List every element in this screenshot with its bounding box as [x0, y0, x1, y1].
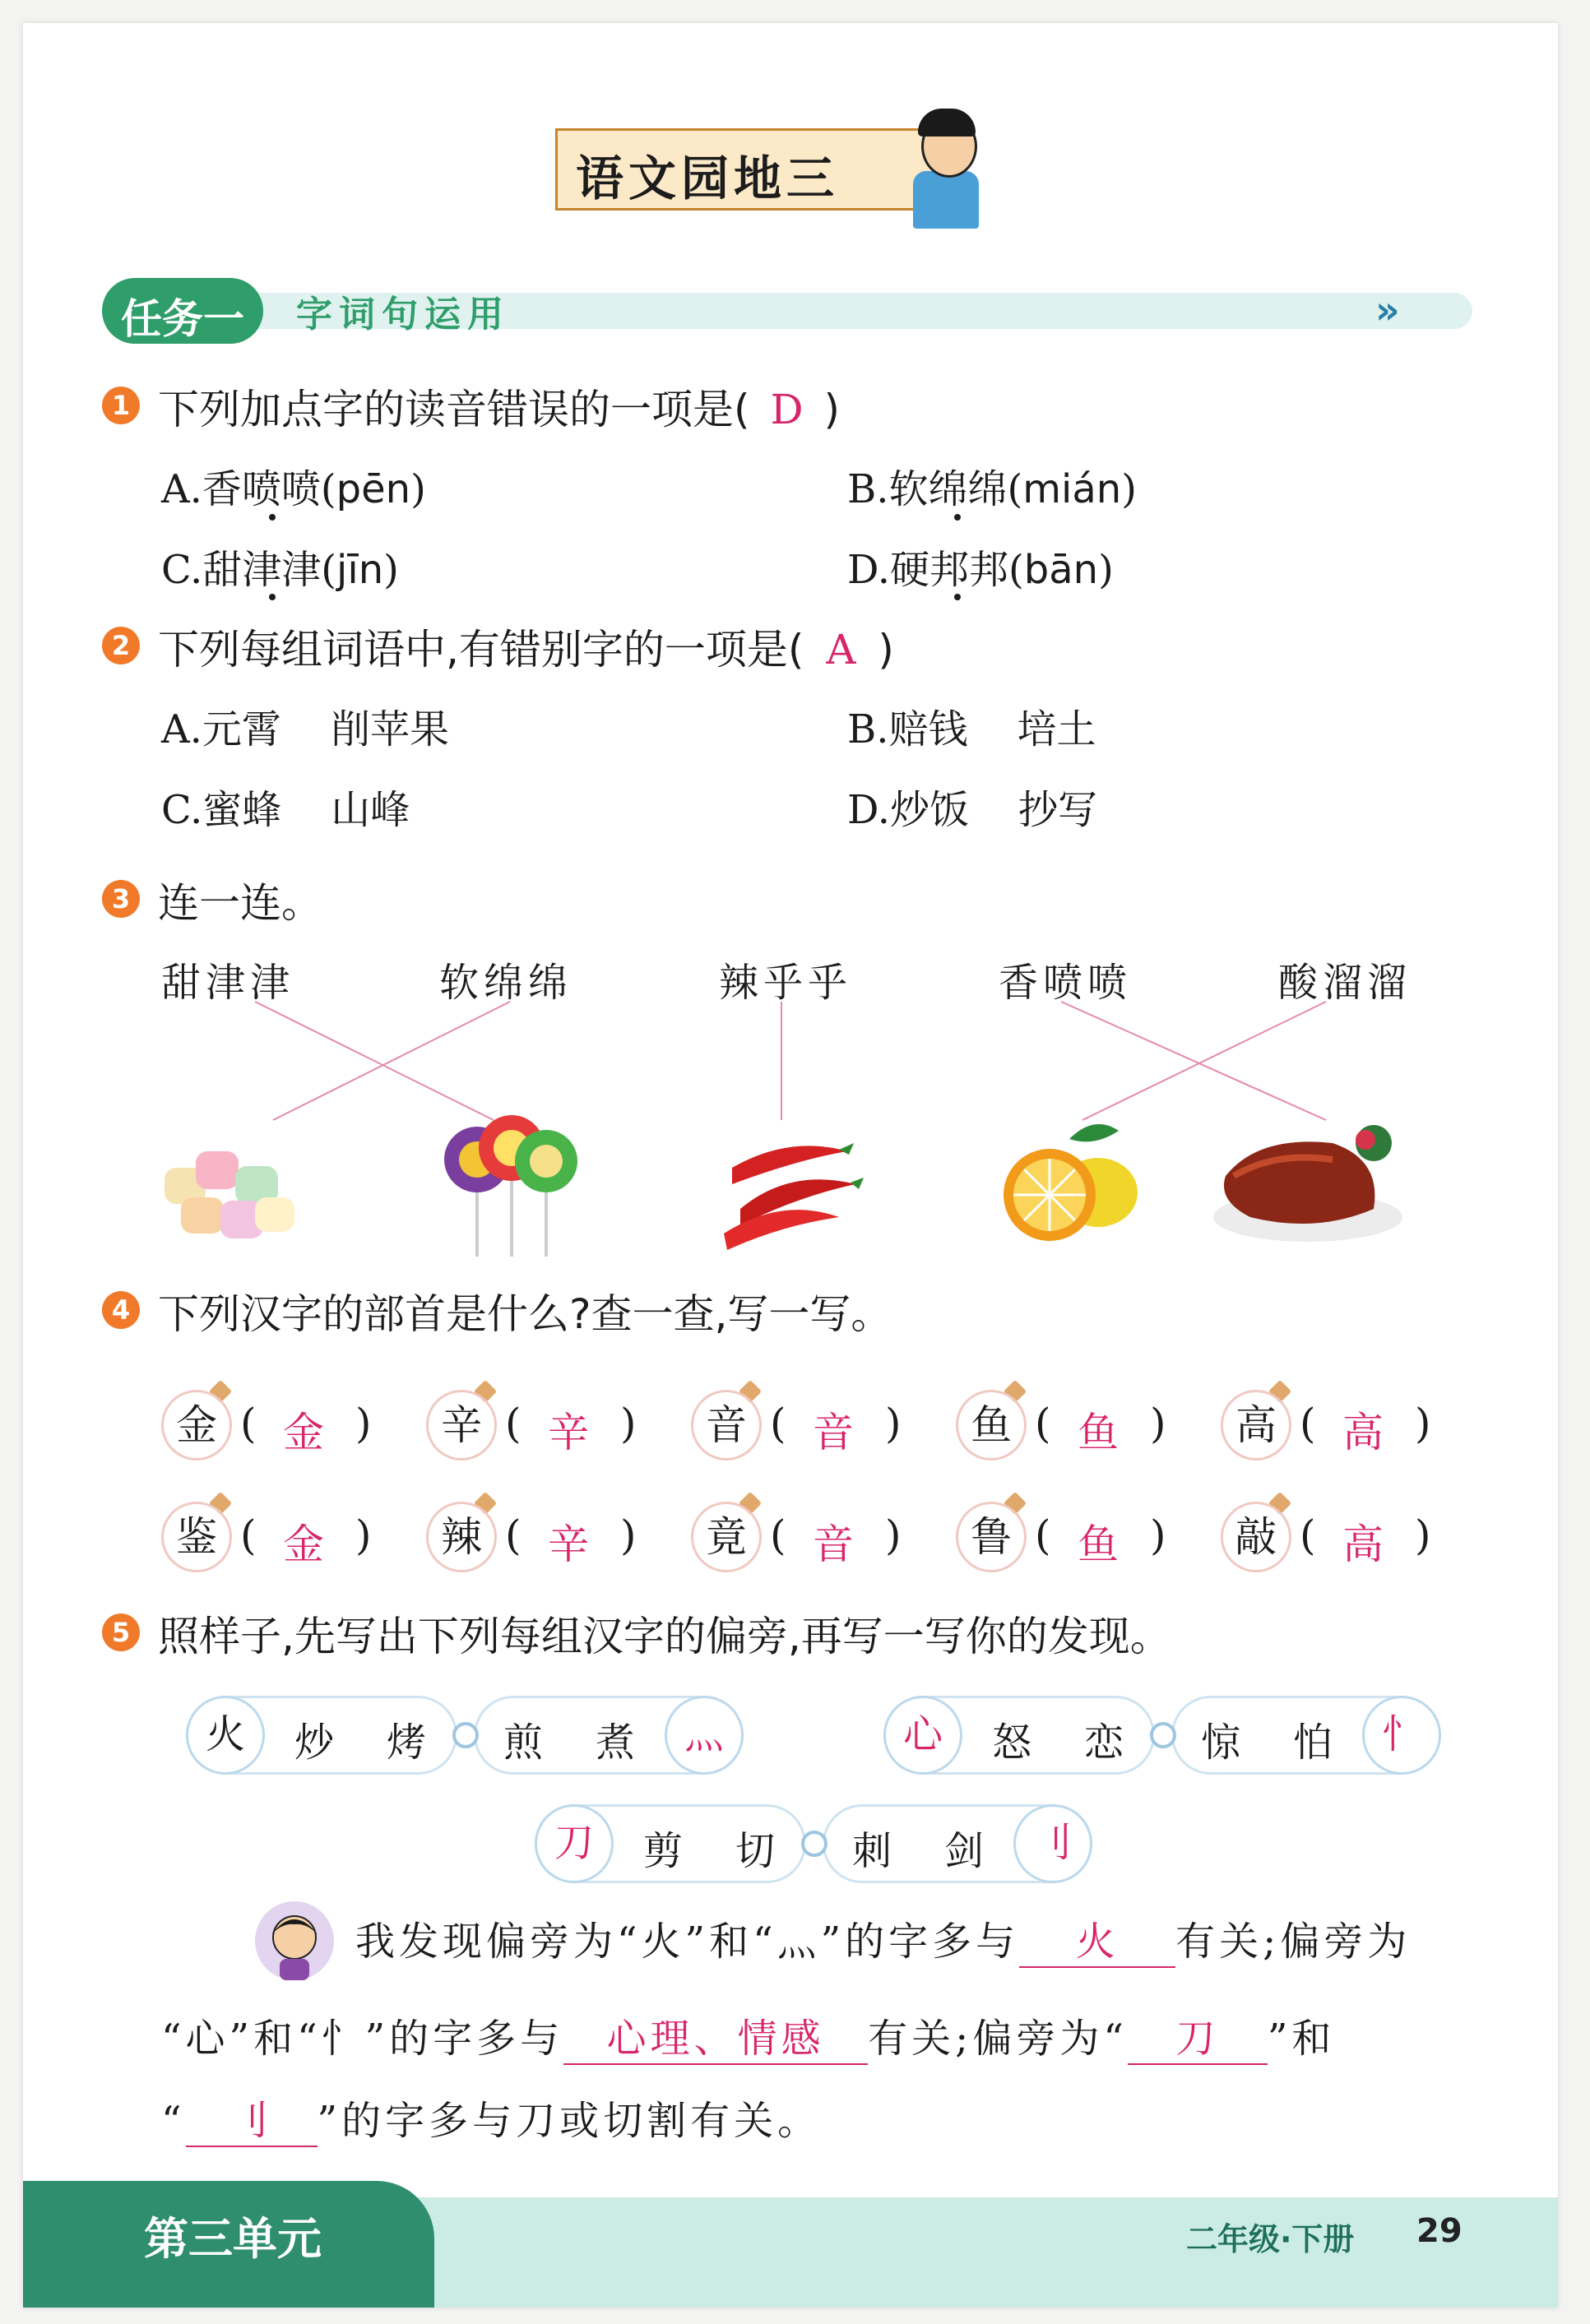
- q2-option-a: A.元霄 削苹果: [161, 706, 449, 752]
- question-number-1: 1: [102, 387, 140, 424]
- group-char: 刺: [852, 1828, 892, 1874]
- radical-answer: 鱼: [1078, 1409, 1119, 1456]
- question-number-3: 3: [102, 880, 140, 918]
- group-char: 惊: [1201, 1720, 1241, 1766]
- match-word-1: 甜津津: [161, 960, 295, 1006]
- radical-answer-circle: 忄: [1362, 1696, 1441, 1775]
- footer-unit-title: 第三单元: [144, 2213, 322, 2265]
- radical-answer: 高: [1342, 1409, 1384, 1456]
- match-word-5: 酸溜溜: [1278, 960, 1412, 1006]
- radical-answer: 金: [283, 1409, 324, 1456]
- question-number-2: 2: [102, 627, 140, 664]
- radical-char: 鱼: [956, 1390, 1027, 1461]
- link-ring: [452, 1722, 479, 1748]
- radical-answer: 辛: [548, 1409, 589, 1456]
- discovery-line-2: “心”和“忄”的字多与 心理、情感 有关;偏旁为“ 刀 ”和: [161, 2007, 1335, 2065]
- blank-3: 刀: [1128, 2007, 1268, 2065]
- radical-answer-circle: 刂: [1013, 1804, 1092, 1883]
- radical-char: 竟: [691, 1502, 762, 1572]
- radical-char: 敲: [1221, 1502, 1291, 1572]
- q1-option-c: C.甜津津(jīn): [161, 547, 399, 593]
- radical-answer: 音: [813, 1521, 854, 1568]
- group-char: 烤: [387, 1720, 427, 1766]
- match-word-2: 软绵绵: [439, 960, 573, 1006]
- radical-char: 辣: [426, 1502, 497, 1572]
- q2-answer: A: [826, 626, 856, 674]
- radical-answer: 高: [1342, 1521, 1384, 1568]
- group-char: 恋: [1084, 1720, 1124, 1766]
- group-char: 煎: [503, 1720, 544, 1766]
- lollipop-picture: [436, 1110, 584, 1258]
- q1-option-a: A.香喷喷(pēn): [161, 466, 426, 512]
- radical-answer: 辛: [548, 1521, 589, 1568]
- radical-circle: 火: [186, 1696, 265, 1775]
- discovery-line-3: “ 刂 ”的字多与刀或切割有关。: [161, 2089, 821, 2147]
- marshmallow-picture: [156, 1118, 304, 1250]
- match-word-3: 辣乎乎: [719, 960, 853, 1006]
- page-number: 29: [1416, 2212, 1463, 2250]
- radical-answer: 音: [813, 1409, 854, 1456]
- radical-answer: 金: [283, 1521, 324, 1568]
- q1-answer: D: [770, 386, 804, 433]
- task-subtitle: 字词句运用: [296, 294, 510, 336]
- double-chevron-icon: »: [1375, 288, 1400, 332]
- radical-char: 鲁: [956, 1502, 1027, 1572]
- chili-peppers-picture: [716, 1118, 864, 1250]
- page-title: 语文园地三: [576, 150, 840, 206]
- q2-option-c: C.蜜蜂 山峰: [161, 787, 410, 833]
- blank-2: 心理、情感: [563, 2007, 868, 2065]
- group-char: 怒: [992, 1720, 1032, 1766]
- lemon-picture: [995, 1114, 1143, 1250]
- task-badge-label: 任务一: [121, 295, 244, 343]
- match-word-4: 香喷喷: [999, 960, 1133, 1006]
- group-char: 炒: [294, 1720, 335, 1766]
- radical-circle: 刀: [535, 1804, 614, 1883]
- footer-grade: 二年级·下册: [1186, 2221, 1355, 2257]
- girl-avatar: [253, 1900, 336, 1982]
- q1-option-d: D.硬邦邦(bān): [847, 547, 1114, 593]
- q2-option-d: D.炒饭 抄写: [847, 787, 1098, 833]
- q1-text: 下列加点字的读音错误的一项是( D ): [158, 386, 841, 433]
- radical-char: 音: [691, 1390, 762, 1461]
- q2-option-b: B.赔钱 培土: [847, 706, 1096, 752]
- radical-circle: 心: [883, 1696, 962, 1775]
- question-number-4: 4: [102, 1291, 140, 1329]
- radical-char: 辛: [426, 1390, 497, 1461]
- question-number-5: 5: [102, 1613, 140, 1651]
- link-ring: [801, 1831, 827, 1857]
- link-ring: [1150, 1722, 1176, 1748]
- roast-duck-picture: [1209, 1110, 1415, 1250]
- group-char: 切: [735, 1828, 776, 1874]
- blank-4: 刂: [186, 2089, 318, 2147]
- q3-text: 连一连。: [158, 879, 322, 927]
- group-char: 怕: [1293, 1720, 1333, 1766]
- q1-option-b: B.软绵绵(mián): [847, 466, 1137, 512]
- radical-answer: 鱼: [1078, 1521, 1119, 1568]
- q5-text: 照样子,先写出下列每组汉字的偏旁,再写一写你的发现。: [158, 1613, 1171, 1660]
- discovery-line-1: 我发现偏旁为“火”和“灬”的字多与 火 有关;偏旁为: [355, 1910, 1411, 1968]
- group-char: 剑: [944, 1828, 985, 1874]
- radical-char: 高: [1221, 1390, 1291, 1461]
- radical-answer-circle: 灬: [665, 1696, 744, 1775]
- group-char: 剪: [643, 1828, 684, 1874]
- q4-text: 下列汉字的部首是什么?查一查,写一写。: [158, 1290, 892, 1338]
- q2-text: 下列每组词语中,有错别字的一项是( A ): [158, 626, 894, 674]
- group-char: 煮: [596, 1720, 636, 1766]
- radical-char: 金: [161, 1390, 232, 1461]
- radical-char: 鉴: [161, 1502, 232, 1572]
- blank-1: 火: [1019, 1910, 1175, 1968]
